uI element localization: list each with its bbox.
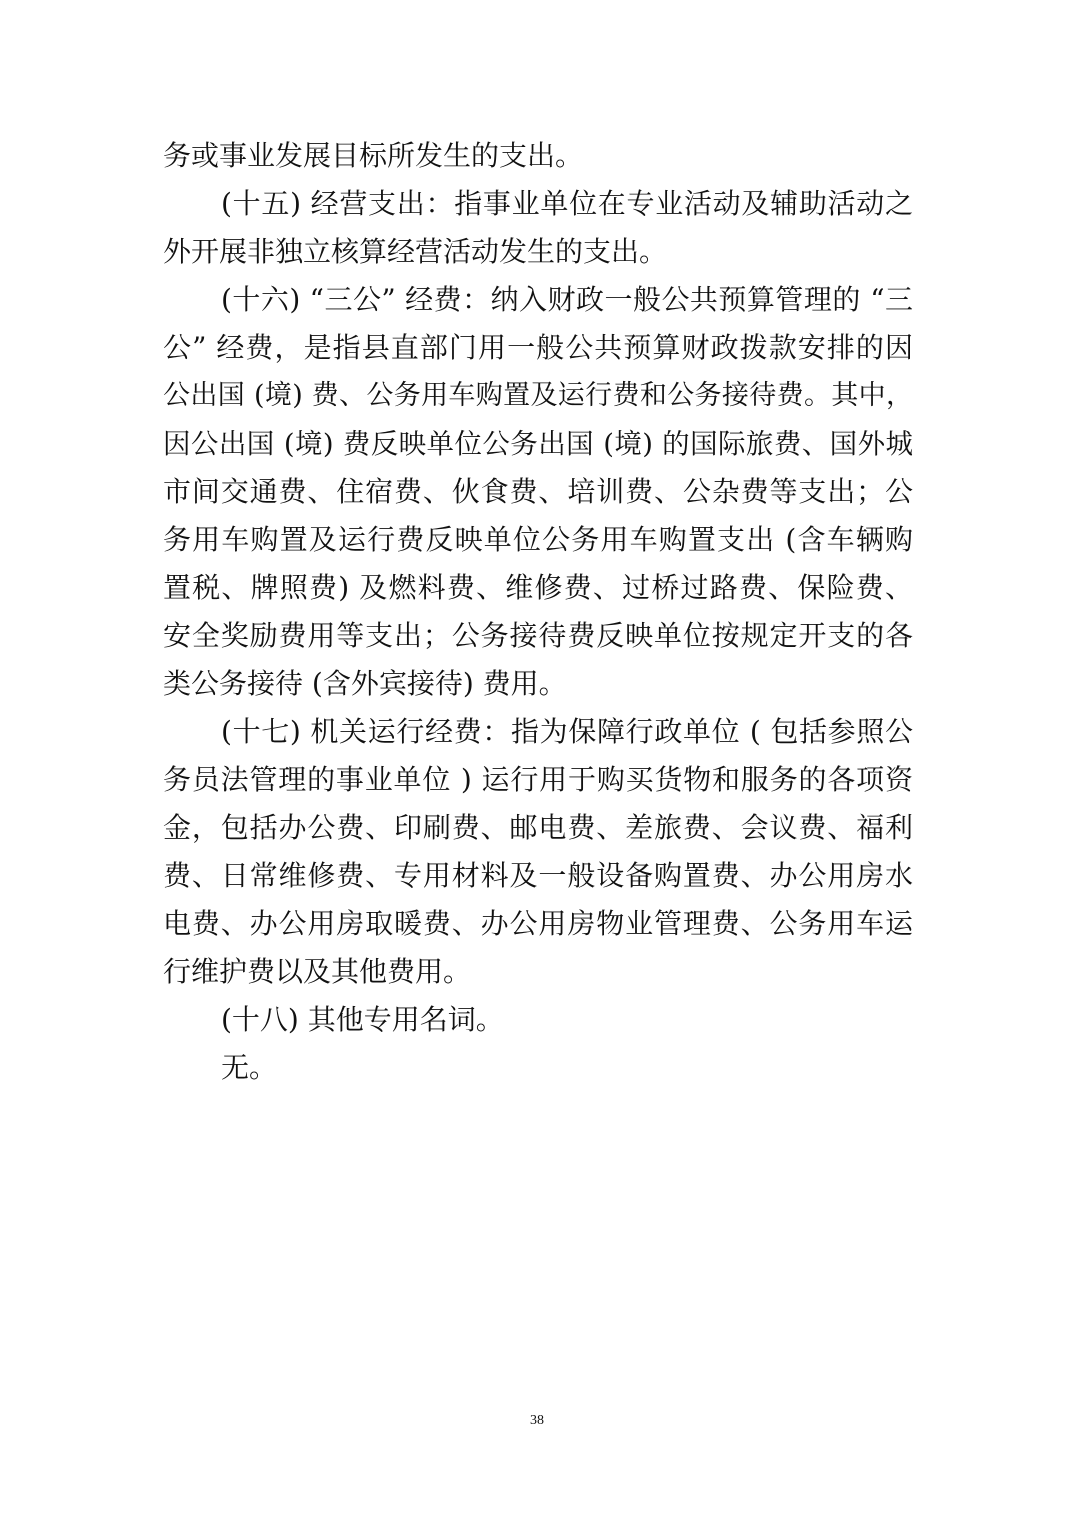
body-text bbox=[163, 132, 913, 1092]
text-line: 电费、办公用房取暖费、办公用房物业管理费、公务用车运 bbox=[163, 907, 913, 940]
text-line: (十五) 经营支出：指事业单位在专业活动及辅助活动之 bbox=[221, 187, 913, 220]
text-line: (十七) 机关运行经费：指为保障行政单位 ( 包括参照公 bbox=[221, 715, 913, 748]
text-line: 外开展非独立核算经营活动发生的支出。 bbox=[163, 235, 668, 268]
text-line: 置税、牌照费) 及燃料费、维修费、过桥过路费、保险费、 bbox=[163, 571, 913, 604]
text-line: 因公出国 (境) 费反映单位公务出国 (境) 的国际旅费、国外城 bbox=[163, 428, 913, 460]
text-line: 行维护费以及其他费用。 bbox=[163, 955, 472, 988]
text-line: 市间交通费、住宿费、伙食费、培训费、公杂费等支出；公 bbox=[163, 475, 913, 508]
text-line: 公出国 (境) 费、公务用车购置及运行费和公务接待费。其中， bbox=[163, 380, 913, 411]
text-line: 无。 bbox=[221, 1051, 278, 1084]
text-line: 务或事业发展目标所发生的支出。 bbox=[163, 139, 584, 172]
text-line: 公” 经费，是指县直部门用一般公共预算财政拨款安排的因 bbox=[163, 331, 913, 364]
text-line: 务员法管理的事业单位 ) 运行用于购买货物和服务的各项资 bbox=[163, 763, 913, 796]
text-line: 安全奖励费用等支出；公务接待费反映单位按规定开支的各 bbox=[163, 619, 913, 652]
text-line: (十六) “三公” 经费：纳入财政一般公共预算管理的 “三 bbox=[221, 283, 913, 316]
page-number: 38 bbox=[530, 1413, 544, 1428]
text-line: 金，包括办公费、印刷费、邮电费、差旅费、会议费、福利 bbox=[163, 811, 913, 844]
text-line: (十八) 其他专用名词。 bbox=[221, 1003, 504, 1036]
text-line: 费、日常维修费、专用材料及一般设备购置费、办公用房水 bbox=[163, 859, 913, 892]
text-line: 务用车购置及运行费反映单位公务用车购置支出 (含车辆购 bbox=[163, 523, 913, 556]
text-line: 类公务接待 (含外宾接待) 费用。 bbox=[163, 667, 567, 700]
